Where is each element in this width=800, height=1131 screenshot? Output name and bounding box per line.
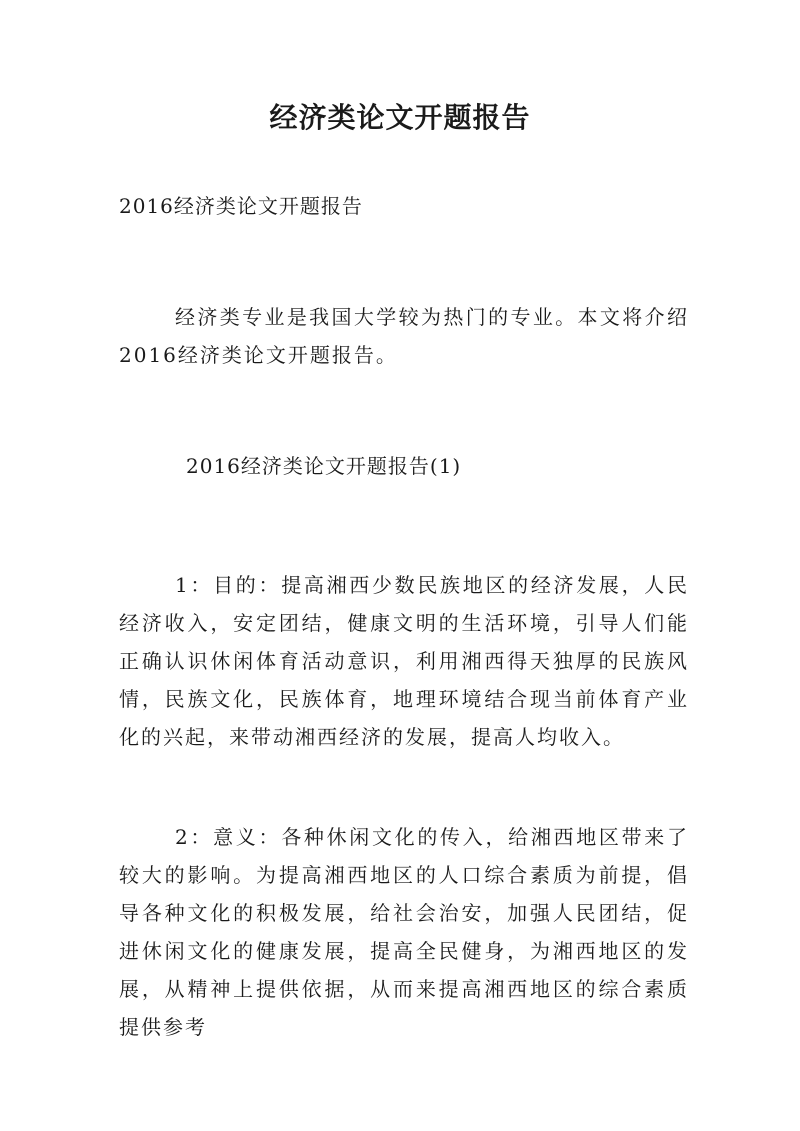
- page-title: 经济类论文开题报告: [269, 101, 531, 134]
- purpose-paragraph: 1：目的：提高湘西少数民族地区的经济发展，人民经济收入，安定团结，健康文明的生活环境，引导人们能正确认识休闲体育活动意识，利用湘西得天独厚的民族风情，民族文化，民族体育，地理环境结合现当前体育产业化的兴起，来带动湘西经济的发展，提高人均收入。: [119, 573, 689, 749]
- significance-paragraph: 2：意义：各种休闲文化的传入，给湘西地区带来了较大的影响。为提高湘西地区的人口综合素质为前提，倡导各种文化的积极发展，给社会治安，加强人民团结，促进休闲文化的健康发展，提高全民健身，为湘西地区的发展，从精神上提供依据，从而来提高湘西地区的综合素质提供参考: [119, 825, 689, 1039]
- document-subtitle: 2016经济类论文开题报告: [119, 194, 363, 218]
- section-heading: 2016经济类论文开题报告(1): [186, 454, 462, 478]
- intro-paragraph: 经济类专业是我国大学较为热门的专业。本文将介绍2016经济类论文开题报告。: [119, 305, 689, 367]
